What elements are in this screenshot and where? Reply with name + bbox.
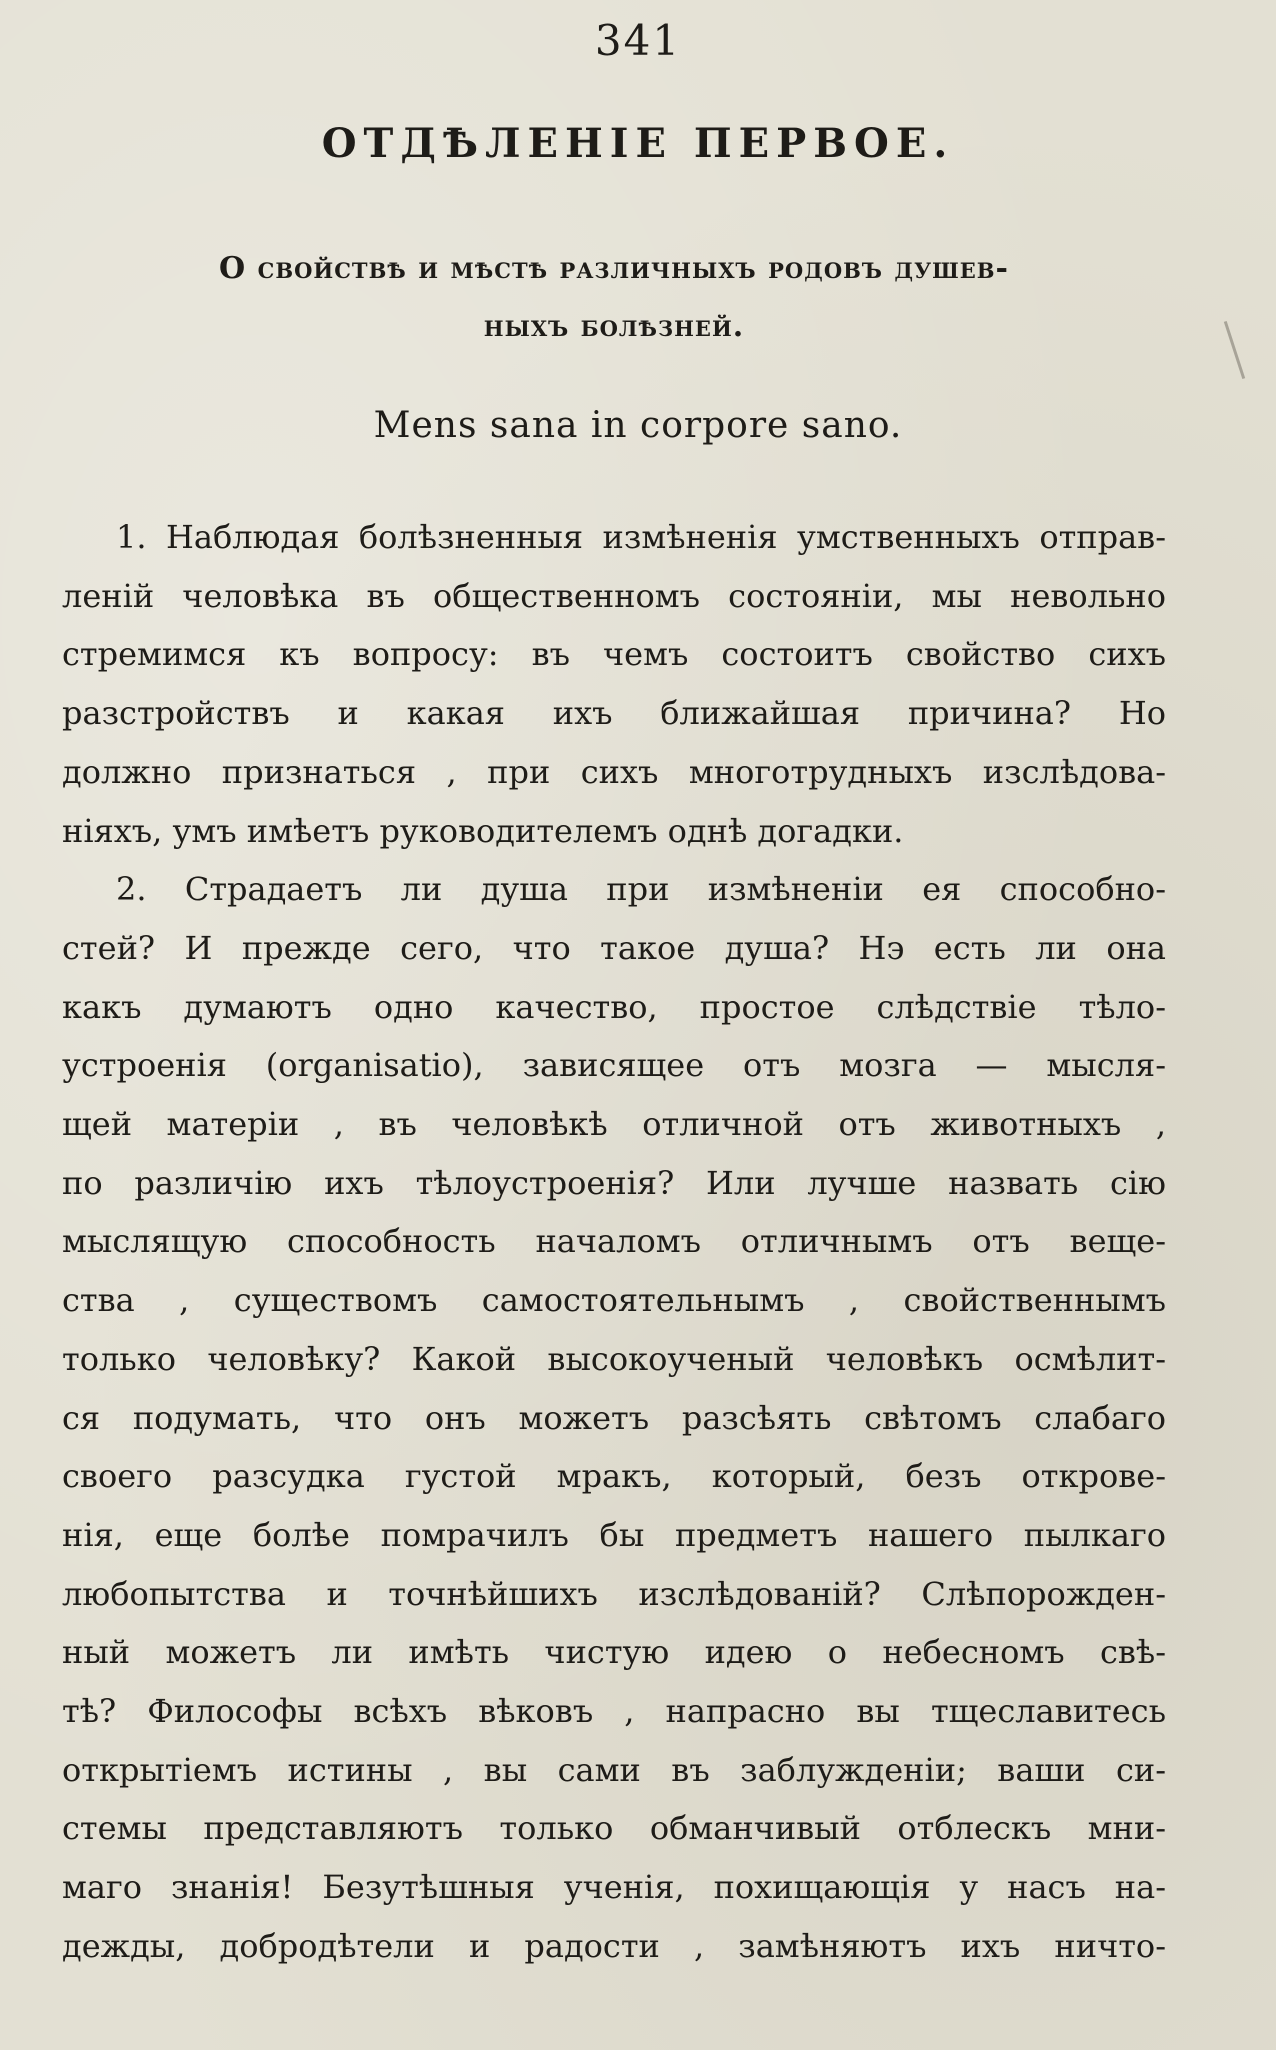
text-line: 1. Наблюдая болѣзненныя измѣненія умственныхъ отправ- bbox=[116, 518, 1166, 556]
subtitle-line: ныхъ болѣзней. bbox=[483, 309, 745, 344]
text-line: открытіемъ истины , вы сами въ заблужденіи; ваши си- bbox=[62, 1750, 1166, 1789]
epigraph: Mens sana in corpore sano. bbox=[373, 405, 903, 446]
text-line: щей матеріи , въ человѣкѣ отличной отъ животныхъ , bbox=[62, 1105, 1166, 1144]
section-title: ОТДѢЛЕНІЕ ПЕРВОЕ. bbox=[321, 120, 955, 167]
text-line: какъ думаютъ одно качество, простое слѣдствіе тѣло- bbox=[62, 987, 1166, 1026]
text-line: маго знанія! Безутѣшныя ученія, похищающія у насъ на- bbox=[62, 1868, 1166, 1907]
subtitle-line: О свойствѣ и мѣстѣ различныхъ родовъ душев- bbox=[219, 251, 1009, 286]
text-line: своего разсудка густой мракъ, который, безъ открове- bbox=[62, 1457, 1166, 1496]
text-line: ства , существомъ самостоятельнымъ , свойственнымъ bbox=[62, 1281, 1166, 1320]
text-line: стемы представляютъ только обманчивый отблескъ мни- bbox=[62, 1809, 1166, 1848]
text-line: ніяхъ, умъ имѣетъ руководителемъ однѣ догадки. bbox=[62, 811, 904, 850]
text-line: устроенія (organisatio), зависящее отъ мозга — мысля- bbox=[62, 1046, 1166, 1085]
paper-mark bbox=[1224, 321, 1245, 379]
text-line: 2. Страдаетъ ли душа при измѣненіи ея способно- bbox=[116, 870, 1166, 909]
body-text bbox=[62, 508, 1166, 1976]
text-line: только человѣку? Какой высокоученый человѣкъ осмѣлит- bbox=[62, 1339, 1166, 1378]
text-line: леній человѣка въ общественномъ состояніи, мы невольно bbox=[62, 576, 1166, 615]
text-line: разстройствъ и какая ихъ ближайшая причина? Но bbox=[62, 694, 1166, 733]
text-line: ся подумать, что онъ можетъ разсѣять свѣтомъ слабаго bbox=[62, 1398, 1166, 1437]
page-number: 341 bbox=[594, 16, 682, 65]
text-line: мыслящую способность началомъ отличнымъ отъ веще- bbox=[62, 1222, 1166, 1261]
text-line: любопытства и точнѣйшихъ изслѣдованій? Слѣпорожден- bbox=[62, 1574, 1166, 1613]
text-line: нія, еще болѣе помрачилъ бы предметъ нашего пылкаго bbox=[62, 1515, 1166, 1554]
chapter-subtitle bbox=[62, 240, 1166, 356]
text-line: дежды, добродѣтели и радости , замѣняютъ ихъ ничто- bbox=[62, 1926, 1166, 1965]
text-line: стремимся къ вопросу: въ чемъ состоитъ свойство сихъ bbox=[62, 635, 1166, 674]
text-line: по различію ихъ тѣлоустроенія? Или лучше назвать сію bbox=[62, 1163, 1166, 1202]
text-line: должно признаться , при сихъ многотрудныхъ изслѣдова- bbox=[62, 752, 1166, 791]
text-line: стей? И прежде сего, что такое душа? Нэ есть ли она bbox=[62, 928, 1166, 967]
text-line: тѣ? Философы всѣхъ вѣковъ , напрасно вы тщеславитесь bbox=[62, 1692, 1166, 1731]
text-line: ный можетъ ли имѣть чистую идею о небесномъ свѣ- bbox=[62, 1633, 1166, 1672]
